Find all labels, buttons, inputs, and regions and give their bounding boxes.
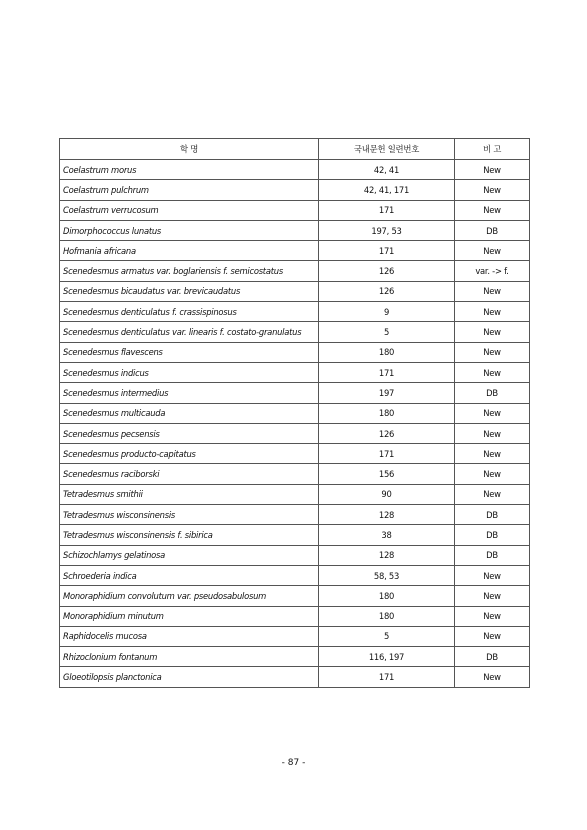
species-name-cell: Dimorphococcus lunatus: [60, 220, 319, 240]
reference-number-cell: 126: [319, 423, 455, 443]
species-name-cell: Monoraphidium minutum: [60, 606, 319, 626]
species-name-cell: Tetradesmus wisconsinensis f. sibirica: [60, 525, 319, 545]
reference-number-cell: 171: [319, 362, 455, 382]
species-name-cell: Scenedesmus raciborski: [60, 464, 319, 484]
reference-number-cell: 171: [319, 200, 455, 220]
reference-number-cell: 171: [319, 667, 455, 687]
table-row: [60, 200, 530, 220]
species-name-cell: Monoraphidium convolutum var. pseudosabulosum: [60, 586, 319, 606]
reference-number-cell: 5: [319, 322, 455, 342]
note-cell: New: [455, 160, 530, 180]
reference-number-cell: 180: [319, 403, 455, 423]
reference-number-cell: 42, 41: [319, 160, 455, 180]
header-note: 비 고: [455, 139, 530, 160]
table-row: [60, 647, 530, 667]
table-row: [60, 383, 530, 403]
species-name-cell: Gloeotilopsis planctonica: [60, 667, 319, 687]
table-row: [60, 160, 530, 180]
note-cell: DB: [455, 647, 530, 667]
note-cell: New: [455, 626, 530, 646]
note-cell: New: [455, 403, 530, 423]
species-name-cell: Hofmania africana: [60, 241, 319, 261]
note-cell: DB: [455, 545, 530, 565]
reference-number-cell: 128: [319, 545, 455, 565]
table-header: [60, 139, 530, 160]
species-name-cell: Tetradesmus wisconsinensis: [60, 505, 319, 525]
table-row: [60, 505, 530, 525]
species-name-cell: Schizochlamys gelatinosa: [60, 545, 319, 565]
table-row: [60, 626, 530, 646]
table-row: [60, 444, 530, 464]
note-cell: DB: [455, 220, 530, 240]
table-row: [60, 261, 530, 281]
note-cell: New: [455, 200, 530, 220]
note-cell: DB: [455, 505, 530, 525]
reference-number-cell: 126: [319, 281, 455, 301]
reference-number-cell: 180: [319, 342, 455, 362]
species-name-cell: Coelastrum morus: [60, 160, 319, 180]
page-number: - 87 -: [281, 758, 306, 768]
species-name-cell: Scenedesmus bicaudatus var. brevicaudatus: [60, 281, 319, 301]
species-name-cell: Scenedesmus flavescens: [60, 342, 319, 362]
species-name-cell: Scenedesmus denticulatus var. linearis f. costato-granulatus: [60, 322, 319, 342]
table-row: [60, 342, 530, 362]
header-reference-number: 국내문헌 일련번호: [319, 139, 455, 160]
species-name-cell: Scenedesmus producto-capitatus: [60, 444, 319, 464]
table-row: [60, 281, 530, 301]
species-name-cell: Scenedesmus denticulatus f. crassispinosus: [60, 302, 319, 322]
note-cell: New: [455, 302, 530, 322]
reference-number-cell: 58, 53: [319, 565, 455, 585]
note-cell: New: [455, 565, 530, 585]
species-name-cell: Scenedesmus multicauda: [60, 403, 319, 423]
species-name-cell: Scenedesmus pecsensis: [60, 423, 319, 443]
species-name-cell: Scenedesmus armatus var. boglariensis f. semicostatus: [60, 261, 319, 281]
reference-number-cell: 90: [319, 484, 455, 504]
reference-number-cell: 171: [319, 241, 455, 261]
reference-number-cell: 180: [319, 606, 455, 626]
table-row: [60, 565, 530, 585]
reference-number-cell: 171: [319, 444, 455, 464]
reference-number-cell: 38: [319, 525, 455, 545]
note-cell: var. -> f.: [455, 261, 530, 281]
header-row: [60, 139, 530, 160]
note-cell: New: [455, 444, 530, 464]
table-row: [60, 403, 530, 423]
note-cell: New: [455, 281, 530, 301]
note-cell: New: [455, 667, 530, 687]
reference-number-cell: 197, 53: [319, 220, 455, 240]
table-row: [60, 545, 530, 565]
note-cell: New: [455, 342, 530, 362]
table-row: [60, 464, 530, 484]
species-name-cell: Coelastrum verrucosum: [60, 200, 319, 220]
reference-number-cell: 128: [319, 505, 455, 525]
note-cell: New: [455, 322, 530, 342]
species-name-cell: Scenedesmus indicus: [60, 362, 319, 382]
table-row: [60, 220, 530, 240]
species-table: [59, 138, 530, 688]
species-name-cell: Rhizoclonium fontanum: [60, 647, 319, 667]
note-cell: New: [455, 606, 530, 626]
table-row: [60, 180, 530, 200]
note-cell: New: [455, 241, 530, 261]
reference-number-cell: 42, 41, 171: [319, 180, 455, 200]
table-row: [60, 322, 530, 342]
table-row: [60, 586, 530, 606]
header-scientific-name: 학 명: [60, 139, 319, 160]
species-name-cell: Coelastrum pulchrum: [60, 180, 319, 200]
reference-number-cell: 197: [319, 383, 455, 403]
note-cell: New: [455, 586, 530, 606]
table-row: [60, 667, 530, 687]
note-cell: New: [455, 423, 530, 443]
note-cell: New: [455, 464, 530, 484]
note-cell: New: [455, 180, 530, 200]
species-name-cell: Raphidocelis mucosa: [60, 626, 319, 646]
species-name-cell: Scenedesmus intermedius: [60, 383, 319, 403]
table-row: [60, 525, 530, 545]
note-cell: DB: [455, 525, 530, 545]
species-name-cell: Schroederia indica: [60, 565, 319, 585]
reference-number-cell: 116, 197: [319, 647, 455, 667]
reference-number-cell: 180: [319, 586, 455, 606]
table-row: [60, 484, 530, 504]
note-cell: New: [455, 362, 530, 382]
reference-number-cell: 5: [319, 626, 455, 646]
note-cell: New: [455, 484, 530, 504]
table-row: [60, 606, 530, 626]
reference-number-cell: 9: [319, 302, 455, 322]
reference-number-cell: 126: [319, 261, 455, 281]
table-row: [60, 423, 530, 443]
table-row: [60, 302, 530, 322]
table-row: [60, 362, 530, 382]
table-row: [60, 241, 530, 261]
table-body: [60, 160, 530, 688]
reference-number-cell: 156: [319, 464, 455, 484]
species-name-cell: Tetradesmus smithii: [60, 484, 319, 504]
note-cell: DB: [455, 383, 530, 403]
